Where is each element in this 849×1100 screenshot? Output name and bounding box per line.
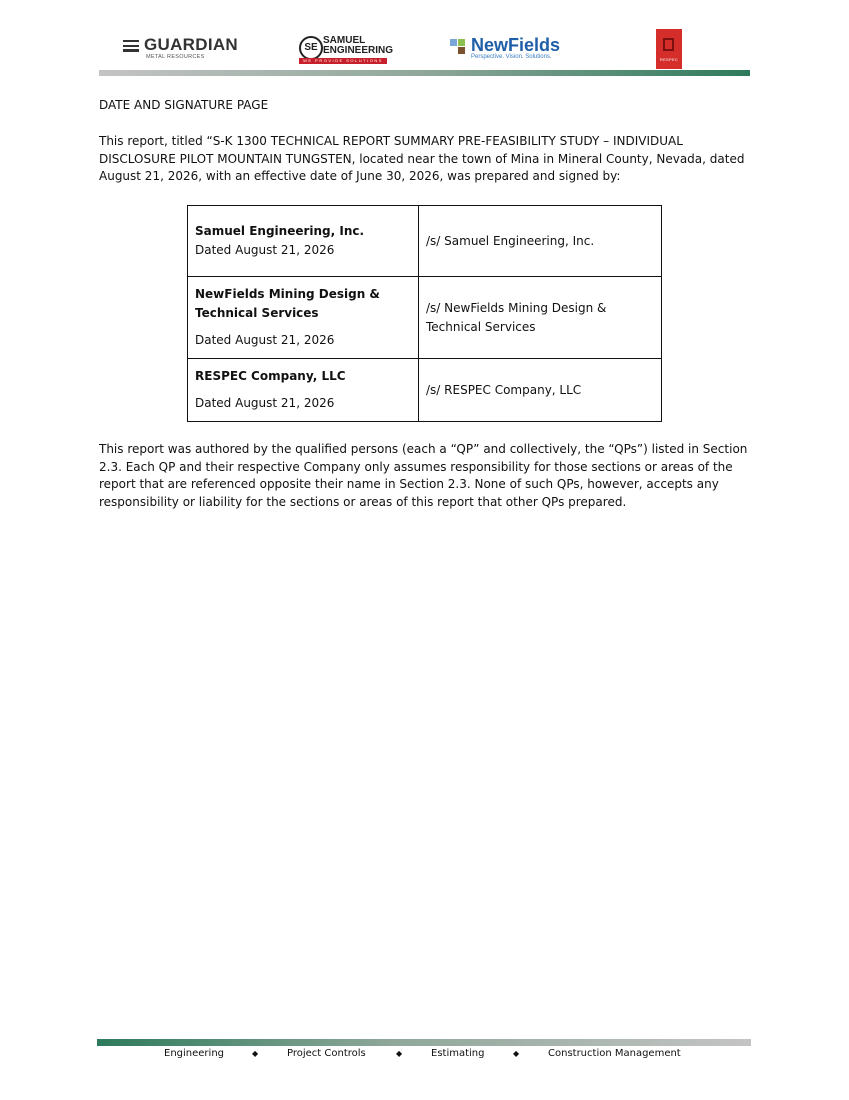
footer-item-project-controls: Project Controls	[287, 1048, 366, 1059]
closing-paragraph: This report was authored by the qualified persons (each a “QP” and collectively, the “QPs”) listed in Section 2.3. Each QP and their respective Company only assumes responsibility for those sections or areas of the report that are referenced opposite their name in Section 2.3. None of such QPs, however, accepts any responsibility or liability for the sections or areas of this report that other QPs prepared.	[99, 442, 748, 509]
footer-divider	[97, 1039, 751, 1046]
footer-diamond-icon: ◆	[396, 1049, 403, 1058]
signatory-date: Dated August 21, 2026	[195, 396, 335, 410]
header-divider	[99, 70, 750, 76]
signature-row	[188, 206, 662, 277]
signatory-firm: Samuel Engineering, Inc.	[195, 224, 365, 238]
signature-table	[187, 205, 662, 422]
samuel-logo-line1: SAMUEL	[323, 35, 366, 46]
signature-row	[188, 359, 662, 422]
guardian-logo-sub: METAL RESOURCES	[146, 54, 205, 60]
guardian-logo-name: GUARDIAN	[144, 35, 239, 54]
respec-logo	[656, 29, 682, 69]
signature-cell: /s/ RESPEC Company, LLC	[419, 359, 662, 422]
signatory-date: Dated August 21, 2026	[195, 333, 335, 347]
samuel-logo-tagline: WE PROVIDE SOLUTIONS	[299, 58, 387, 64]
intro-paragraph: This report, titled “S-K 1300 TECHNICAL REPORT SUMMARY PRE-FEASIBILITY STUDY – INDIVIDUAL DISCLOSURE PILOT MOUNTAIN TUNGSTEN, located near the town of Mina in Mineral County, Nevada, dated August 21, 2026, with an effective date of June 30, 2026, was prepared and signed by:	[99, 134, 745, 183]
respec-glyph-icon	[663, 38, 674, 51]
footer-item-construction-management: Construction Management	[548, 1048, 681, 1059]
newfields-logo	[450, 37, 580, 63]
newfields-square-icon	[450, 39, 457, 46]
newfields-logo-name: NewFields	[471, 35, 561, 55]
footer-diamond-icon: ◆	[513, 1049, 520, 1058]
guardian-mark-icon	[123, 40, 139, 54]
newfields-logo-tagline: Perspective. Vision. Solutions.	[471, 54, 552, 60]
signatory-cell	[188, 277, 419, 359]
footer-item-engineering: Engineering	[164, 1048, 224, 1059]
signatory-cell	[188, 206, 419, 277]
footer-services	[0, 1048, 849, 1064]
samuel-engineering-logo	[299, 35, 394, 67]
newfields-square-icon	[458, 47, 465, 54]
samuel-logo-line2: ENGINEERING	[323, 45, 394, 56]
signatory-cell	[188, 359, 419, 422]
respec-logo-name: RESPEC	[659, 57, 679, 62]
page-title: DATE AND SIGNATURE PAGE	[99, 98, 269, 112]
signatory-firm: RESPEC Company, LLC	[195, 369, 346, 383]
signatory-date: Dated August 21, 2026	[195, 243, 335, 257]
newfields-square-icon	[458, 39, 465, 46]
footer-item-estimating: Estimating	[431, 1048, 485, 1059]
signature-row	[188, 277, 662, 359]
guardian-logo	[123, 36, 253, 64]
footer-diamond-icon: ◆	[252, 1049, 259, 1058]
signatory-firm: NewFields Mining Design & Technical Services	[195, 287, 380, 320]
signature-cell: /s/ Samuel Engineering, Inc.	[419, 206, 662, 277]
signature-cell: /s/ NewFields Mining Design & Technical Services	[419, 277, 662, 359]
samuel-monogram: SE	[299, 36, 323, 60]
